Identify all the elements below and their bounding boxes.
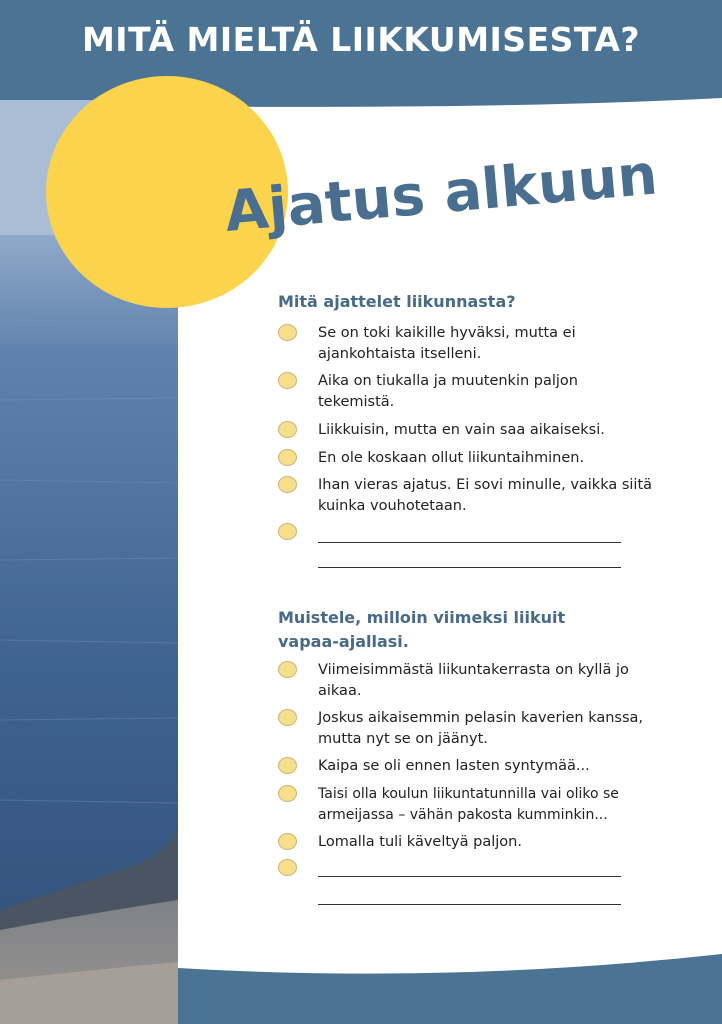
checkbox-circle[interactable] <box>278 661 297 678</box>
checkbox-option-blank[interactable] <box>278 858 658 908</box>
blank-line[interactable] <box>318 567 621 568</box>
checkbox-circle[interactable] <box>278 523 297 540</box>
blank-line[interactable] <box>318 542 621 543</box>
checkbox-circle[interactable] <box>278 324 297 341</box>
section-heading-2: Muistele, milloin viimeksi liikuit vapaa-ajallasi. <box>278 608 566 651</box>
checkbox-option[interactable] <box>278 784 658 824</box>
checkbox-circle[interactable] <box>278 372 297 389</box>
option-label: Lomalla tuli käveltyä paljon. <box>318 834 522 850</box>
option-label: En ole koskaan ollut liikuntaihminen. <box>318 450 585 466</box>
option-label: Aika on tiukalla ja muutenkin paljon tekemistä. <box>318 373 578 410</box>
page-heading: MITÄ MIELTÄ LIIKKUMISESTA? <box>81 20 641 59</box>
checkbox-option[interactable] <box>278 832 658 854</box>
checkbox-option-blank[interactable] <box>278 522 658 572</box>
footer-band <box>0 940 722 1024</box>
checkbox-circle[interactable] <box>278 476 297 493</box>
checkbox-circle[interactable] <box>278 421 297 438</box>
checkbox-circle[interactable] <box>278 449 297 466</box>
checkbox-option[interactable] <box>278 420 658 442</box>
checkbox-circle[interactable] <box>278 859 297 876</box>
main-title: Ajatus alkuun <box>222 142 660 245</box>
blank-line[interactable] <box>318 904 621 905</box>
option-label: Kaipa se oli ennen lasten syntymää... <box>318 758 590 774</box>
checkbox-circle[interactable] <box>278 709 297 726</box>
option-label: Viimeisimmästä liikuntakerrasta on kyllä jo aikaa. <box>318 662 629 699</box>
checkbox-option[interactable] <box>278 756 658 778</box>
option-label: Liikkuisin, mutta en vain saa aikaiseksi. <box>318 422 605 438</box>
blank-line[interactable] <box>318 876 621 877</box>
checkbox-circle[interactable] <box>278 785 297 802</box>
checkbox-option[interactable] <box>278 448 658 470</box>
checkbox-option[interactable] <box>278 660 658 700</box>
option-label: Joskus aikaisemmin pelasin kaverien kanssa, mutta nyt se on jäänyt. <box>318 710 644 747</box>
checkbox-circle[interactable] <box>278 757 297 774</box>
section-heading-1: Mitä ajattelet liikunnasta? <box>278 292 516 311</box>
checkbox-option[interactable] <box>278 708 658 748</box>
checkbox-option[interactable] <box>278 323 658 363</box>
checkbox-option[interactable] <box>278 475 658 515</box>
option-label: Ihan vieras ajatus. Ei sovi minulle, vaikka siitä kuinka vouhotetaan. <box>318 477 653 514</box>
checkbox-circle[interactable] <box>278 833 297 850</box>
checkbox-option[interactable] <box>278 371 658 411</box>
option-label: Taisi olla koulun liikuntatunnilla vai oliko se armeijassa – vähän pakosta kumminkin... <box>318 786 619 823</box>
option-label: Se on toki kaikille hyväksi, mutta ei ajankohtaista itselleni. <box>318 325 576 362</box>
